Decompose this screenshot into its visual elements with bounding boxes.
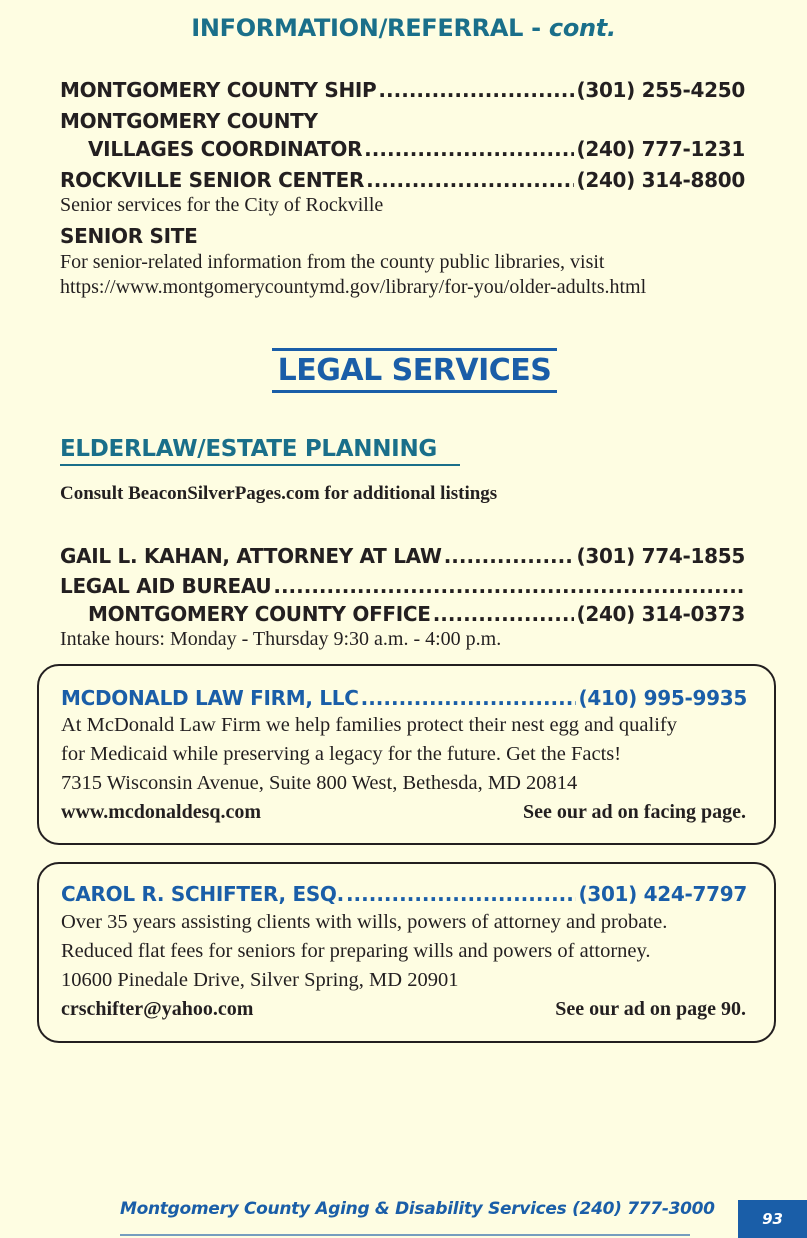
entry-name: MONTGOMERY COUNTY OFFICE [88, 602, 431, 626]
schifter-description-1: Over 35 years assisting clients with wills, powers of attorney and probate. [61, 911, 668, 933]
entry-name: ROCKVILLE SENIOR CENTER [60, 168, 365, 192]
entry-montgomery-county-ship [60, 76, 745, 102]
footer-cut-line [120, 1232, 690, 1238]
rockville-description: Senior services for the City of Rockville [60, 194, 384, 216]
page-number: 93 [738, 1200, 807, 1238]
schifter-address: 10600 Pinedale Drive, Silver Spring, MD 20901 [61, 969, 459, 991]
entry-name: MCDONALD LAW FIRM, LLC [61, 686, 359, 710]
entry-senior-site [60, 222, 745, 248]
section-title: INFORMATION/REFERRAL - cont. [191, 14, 616, 42]
consult-note: Consult BeaconSilverPages.com for additional listings [60, 483, 498, 504]
entry-phone: (240) 314-0373 [576, 602, 745, 626]
entry-name: VILLAGES COORDINATOR [88, 137, 363, 161]
entry-name: LEGAL AID BUREAU [60, 574, 272, 598]
entry-legal-aid-county-office [88, 600, 745, 626]
entry-villages-line1 [60, 107, 745, 133]
entry-mcdonald-law-firm [61, 684, 747, 710]
entry-name: MONTGOMERY COUNTY [60, 109, 318, 133]
footer-agency-line: Montgomery County Aging & Disability Services (240) 777-3000 [120, 1199, 715, 1219]
entry-phone: (301) 255-4250 [576, 78, 745, 102]
mcdonald-website[interactable]: www.mcdonaldesq.com [61, 801, 262, 823]
entry-phone: (240) 777-1231 [576, 137, 745, 161]
entry-name: CAROL R. SCHIFTER, ESQ. [61, 882, 344, 906]
entry-legal-aid-bureau [60, 572, 745, 598]
elderlaw-subtitle: ELDERLAW/ESTATE PLANNING [60, 436, 460, 466]
entry-name: GAIL L. KAHAN, ATTORNEY AT LAW [60, 544, 442, 568]
mcdonald-listing-box [37, 664, 776, 845]
schifter-listing-box [37, 862, 776, 1043]
entry-rockville-senior-center [60, 166, 745, 192]
senior-site-description: For senior-related information from the county public libraries, visit [60, 251, 605, 273]
entry-name: SENIOR SITE [60, 224, 198, 248]
schifter-description-2: Reduced flat fees for seniors for preparing wills and powers of attorney. [61, 940, 651, 962]
mcdonald-ad-note: See our ad on facing page. [523, 801, 746, 823]
mcdonald-description-2: for Medicaid while preserving a legacy for the future. Get the Facts! [61, 743, 622, 765]
entry-gail-kahan [60, 542, 745, 568]
mcdonald-description-1: At McDonald Law Firm we help families protect their nest egg and qualify [61, 714, 677, 736]
senior-site-url: https://www.montgomerycountymd.gov/library/for-you/older-adults.html [60, 276, 647, 298]
schifter-ad-note: See our ad on page 90. [555, 998, 746, 1020]
mcdonald-address: 7315 Wisconsin Avenue, Suite 800 West, Bethesda, MD 20814 [61, 772, 578, 794]
entry-villages-coordinator [88, 135, 745, 161]
entry-phone: (301) 774-1855 [576, 544, 745, 568]
entry-carol-schifter [61, 880, 747, 906]
legal-services-title: LEGAL SERVICES [272, 348, 557, 393]
schifter-email[interactable]: crschifter@yahoo.com [61, 998, 254, 1020]
entry-phone: (240) 314-8800 [576, 168, 745, 192]
entry-name: MONTGOMERY COUNTY SHIP [60, 78, 377, 102]
legal-aid-intake-hours: Intake hours: Monday - Thursday 9:30 a.m. - 4:00 p.m. [60, 628, 502, 650]
entry-phone: (301) 424-7797 [578, 882, 747, 906]
entry-phone: (410) 995-9935 [578, 686, 747, 710]
